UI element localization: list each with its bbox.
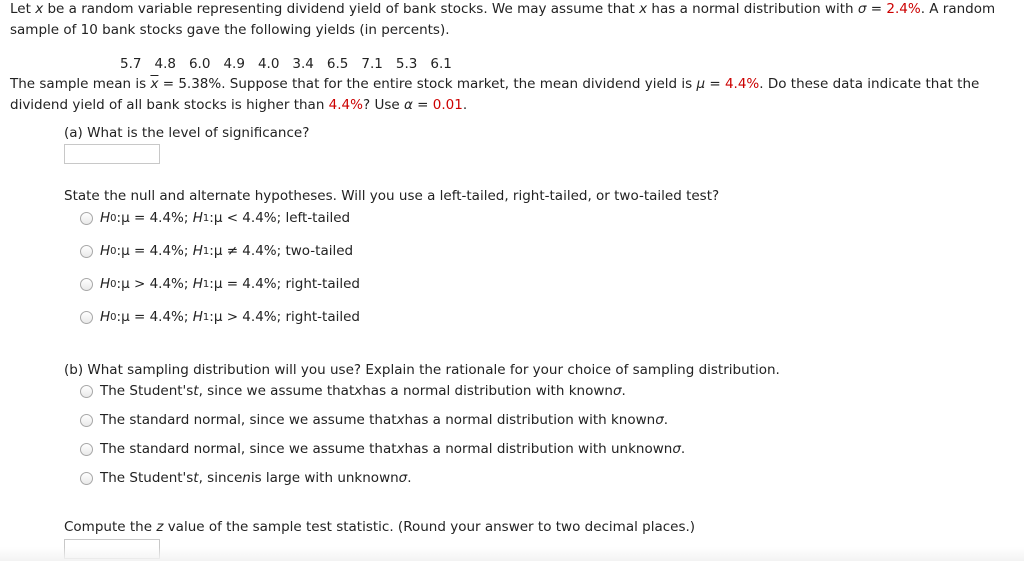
h1-label: H	[192, 309, 203, 325]
sigma-value: 2.4%	[886, 1, 921, 17]
part-a-question: (a) What is the level of significance?	[64, 125, 310, 141]
var-z: z	[156, 519, 164, 535]
text: be a random variable representing dividend yield of bank stocks. We may assume that	[43, 1, 640, 17]
data-value: 4.8	[154, 56, 176, 72]
h0-text: μ = 4.4%;	[121, 309, 189, 325]
problem-line-2: sample of 10 bank stocks gave the following yields (in percents).	[10, 22, 450, 38]
mu-value: 4.4%	[724, 76, 760, 92]
text: =	[412, 97, 433, 113]
var: n	[242, 470, 251, 486]
text: Compute the	[64, 519, 157, 535]
text: has a normal distribution with known	[404, 412, 656, 428]
sub: 0	[110, 311, 117, 323]
significance-input[interactable]	[64, 144, 160, 164]
data-value: 4.9	[223, 56, 245, 72]
h1-text: μ > 4.4%; right-tailed	[213, 309, 360, 325]
h0-text: μ = 4.4%;	[121, 243, 189, 259]
h1-label: H	[192, 210, 203, 226]
h1-label: H	[192, 243, 203, 259]
h0-label: H	[100, 309, 111, 325]
alpha-value: 0.01	[432, 97, 463, 113]
text: :	[209, 309, 214, 325]
hypothesis-option-3[interactable]	[80, 275, 360, 293]
var: x	[354, 383, 363, 399]
text: .	[621, 383, 626, 399]
var-sigma: σ	[398, 470, 408, 486]
text: , since	[198, 470, 243, 486]
text: The standard normal, since we assume that	[100, 441, 397, 457]
var-sigma: σ	[612, 383, 622, 399]
var-x: x	[35, 1, 44, 17]
sub: 1	[202, 311, 210, 323]
text: .	[680, 441, 686, 457]
data-value: 6.0	[188, 56, 211, 72]
sub: 1	[202, 245, 210, 257]
text: has a normal distribution with unknown	[404, 441, 673, 457]
text: = 5.38%. Suppose that for the entire stock market, the mean dividend yield is	[158, 76, 697, 92]
radio-button[interactable]	[80, 472, 93, 485]
text: has a normal distribution with	[647, 1, 858, 17]
text: The sample mean is	[10, 76, 151, 92]
text: .	[462, 97, 468, 113]
data-value: 6.1	[430, 56, 452, 72]
var: t	[193, 470, 199, 486]
data-value: 3.4	[292, 56, 314, 72]
distribution-option-4[interactable]	[80, 469, 412, 487]
text: , since we assume that	[198, 383, 355, 399]
radio-button[interactable]	[80, 385, 93, 398]
part-b-question: (b) What sampling distribution will you use? Explain the rationale for your choice of sampling distribution.	[64, 362, 780, 378]
hypotheses-question: State the null and alternate hypotheses. Will you use a left-tailed, right-tailed, or two-tailed test?	[64, 188, 720, 204]
h0-label: H	[100, 243, 111, 259]
text: :	[209, 210, 214, 226]
page-bottom-shadow	[0, 547, 1024, 561]
text: . A random	[920, 1, 996, 17]
var-sigma: σ	[655, 412, 664, 428]
var-xbar: $\overline{x}$	[150, 76, 159, 92]
distribution-option-1[interactable]	[80, 382, 626, 400]
text: :	[209, 243, 214, 259]
text: :	[116, 210, 122, 226]
text: .	[663, 412, 669, 428]
text: .	[407, 470, 412, 486]
text: has a normal distribution with known	[362, 383, 613, 399]
text: The Student's	[100, 470, 194, 486]
text: =	[866, 1, 887, 17]
text: :	[209, 276, 214, 292]
radio-button[interactable]	[80, 443, 93, 456]
radio-button[interactable]	[80, 414, 93, 427]
hypothesis-option-1[interactable]	[80, 209, 350, 227]
data-value: 6.5	[326, 56, 349, 72]
sub: 1	[202, 212, 210, 224]
radio-button[interactable]	[80, 278, 93, 291]
text: =	[705, 76, 725, 92]
data-value: 7.1	[361, 56, 383, 72]
data-value: 5.7	[120, 56, 142, 72]
text: The Student's	[100, 383, 194, 399]
var-x: x	[639, 1, 648, 17]
problem-line-1	[10, 0, 995, 18]
var-sigma: σ	[672, 441, 681, 457]
text: :	[116, 309, 122, 325]
text: value of the sample test statistic. (Round your answer to two decimal places.)	[163, 519, 696, 535]
var: x	[396, 412, 405, 428]
radio-button[interactable]	[80, 212, 93, 225]
h0-label: H	[100, 276, 111, 292]
data-value: 5.3	[395, 56, 418, 72]
var-alpha: α	[403, 97, 413, 113]
radio-button[interactable]	[80, 245, 93, 258]
text: :	[116, 276, 122, 292]
sub: 0	[110, 278, 117, 290]
data-values	[120, 55, 465, 73]
sub: 0	[110, 245, 117, 257]
text: . Do these data indicate that the	[759, 76, 980, 92]
sub: 1	[202, 278, 210, 290]
var: t	[193, 383, 199, 399]
h0-text: μ = 4.4%;	[121, 210, 189, 226]
text: dividend yield of all bank stocks is higher than	[10, 97, 329, 113]
var-sigma: σ	[857, 1, 867, 17]
problem-line-3	[10, 75, 979, 93]
text: :	[116, 243, 122, 259]
hypothesis-option-4[interactable]	[80, 308, 360, 326]
var: x	[396, 441, 405, 457]
h1-label: H	[192, 276, 203, 292]
distribution-option-3[interactable]	[80, 440, 685, 458]
hypothesis-option-2[interactable]	[80, 242, 353, 260]
text: is large with unknown	[250, 470, 399, 486]
sub: 0	[110, 212, 117, 224]
h1-text: μ = 4.4%; right-tailed	[213, 276, 360, 292]
part-c-question	[64, 518, 695, 536]
h1-text: μ ≠ 4.4%; two-tailed	[213, 243, 354, 259]
data-value: 4.0	[257, 56, 280, 72]
h1-text: μ < 4.4%; left-tailed	[213, 210, 351, 226]
distribution-option-2[interactable]	[80, 411, 668, 429]
radio-button[interactable]	[80, 311, 93, 324]
h0-label: H	[100, 210, 111, 226]
problem-line-4	[10, 96, 467, 114]
mu-value: 4.4%	[328, 97, 363, 113]
text: Let	[10, 1, 36, 17]
var-mu: μ	[696, 76, 706, 92]
text: ? Use	[362, 97, 404, 113]
h0-text: μ > 4.4%;	[121, 276, 189, 292]
text: The standard normal, since we assume that	[100, 412, 397, 428]
